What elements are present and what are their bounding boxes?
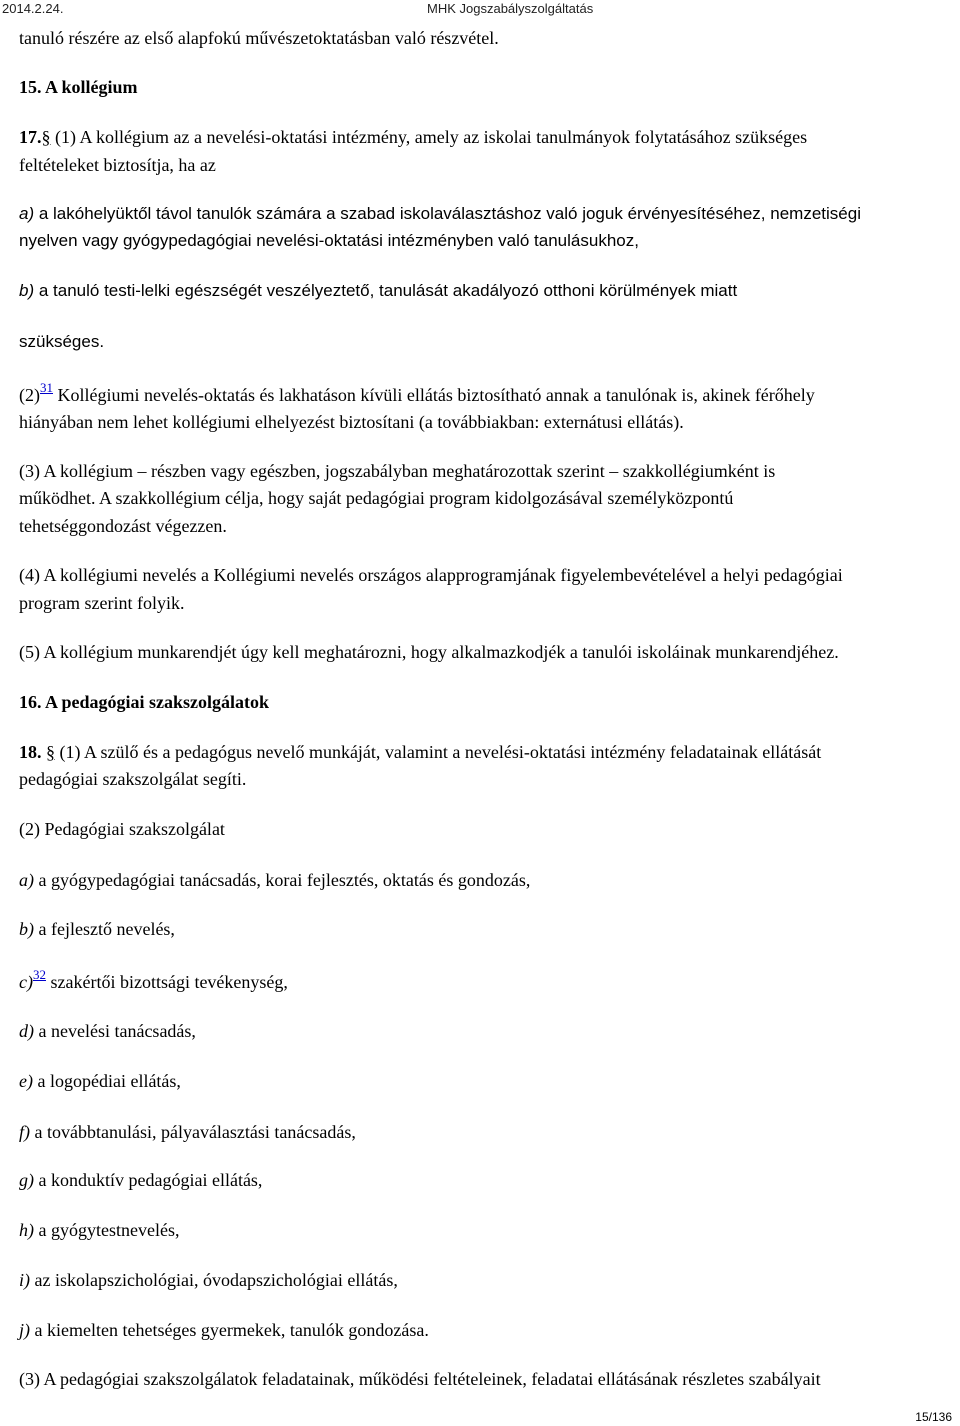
list-item	[19, 1219, 179, 1241]
point-text: a kiemelten tehetséges gyermekek, tanulók gondozása.	[30, 1320, 429, 1340]
list-item	[19, 1319, 429, 1341]
page-number: 15/136	[915, 1410, 952, 1424]
paragraph-text: (4) A kollégiumi nevelés a Kollégiumi nevelés országos alapprogramjának figyelembevételével a helyi pedagógiai	[19, 565, 843, 585]
point-text: szakértői bizottsági tevékenység,	[45, 972, 288, 992]
point-label: f)	[19, 1122, 30, 1142]
point-text: a gyógypedagógiai tanácsadás, korai fejlesztés, oktatás és gondozás,	[34, 870, 531, 890]
point-label: c)	[19, 972, 33, 992]
paragraph-number: 18.	[19, 742, 42, 762]
footnote-link-32[interactable]: 32	[32, 967, 46, 982]
section-symbol: §	[46, 742, 55, 762]
point-label: j)	[19, 1320, 30, 1340]
point-text: a logopédiai ellátás,	[32, 1071, 181, 1091]
paragraph-text: program szerint folyik.	[19, 593, 185, 613]
point-label: e)	[19, 1071, 33, 1091]
point-text: a lakóhelyüktől távol tanulók számára a szabad iskolaválasztáshoz való joguk érvényesítéséhez, nemzetiségi	[34, 204, 861, 223]
paragraph-text: (2) Pedagógiai szakszolgálat	[19, 819, 225, 839]
paragraph-text: tehetséggondozást végezzen.	[19, 516, 227, 536]
paragraph-text: Kollégiumi nevelés-oktatás és lakhatáson kívüli ellátás biztosítható annak a tanulónak is, akinek férőhely	[53, 385, 815, 405]
list-item	[19, 1070, 181, 1092]
list-item	[19, 1121, 356, 1143]
point-label: h)	[19, 1220, 34, 1240]
point-text: a fejlesztő nevelés,	[34, 919, 175, 939]
point-text: a gyógytestnevelés,	[34, 1220, 180, 1240]
list-item	[19, 1269, 398, 1291]
point-text: nyelven vagy gyógypedagógiai nevelési-oktatási intézményben való tanulásukhoz,	[19, 231, 639, 250]
point-label: g)	[19, 1170, 34, 1190]
paragraph-number: 17.	[19, 127, 42, 147]
paragraph-text: (1) A kollégium az a nevelési-oktatási intézmény, amely az iskolai tanulmányok folytatásához szükséges	[50, 127, 808, 147]
section-symbol: §	[41, 127, 51, 147]
point-text: a nevelési tanácsadás,	[34, 1021, 196, 1041]
point-text: az iskolapszichológiai, óvodapszichológiai ellátás,	[30, 1270, 398, 1290]
point-label: a)	[19, 870, 34, 890]
list-item	[19, 869, 530, 891]
paragraph-text: (5) A kollégium munkarendjét úgy kell meghatározni, hogy alkalmazkodjék a tanulói iskoláinak munkarendjéhez.	[19, 642, 839, 662]
text-line: tanuló részére az első alapfokú művészetoktatásban való részvétel.	[19, 28, 499, 48]
text-line: szükséges.	[19, 332, 105, 351]
print-date: 2014.2.24.	[2, 1, 64, 16]
list-item	[19, 967, 288, 993]
paragraph-17-line	[19, 126, 807, 148]
paragraph-text: (1) A szülő és a pedagógus nevelő munkáját, valamint a nevelési-oktatási intézmény feladatainak ellátását	[55, 742, 822, 762]
point-b-line	[19, 280, 737, 302]
list-item	[19, 1169, 262, 1191]
list-item	[19, 918, 175, 940]
point-text: a tanuló testi-lelki egészségét veszélyeztető, tanulását akadályozó otthoni körülmények miatt	[34, 281, 738, 300]
section-heading-15: 15. A kollégium	[19, 77, 138, 97]
paragraph-label: (2)	[19, 385, 40, 405]
paragraph-18-line	[19, 741, 821, 763]
paragraph-text: pedagógiai szakszolgálat segíti.	[19, 769, 247, 789]
paragraph-text: hiányában nem lehet kollégiumi elhelyezést biztosítani (a továbbiakban: externátusi ellátás).	[19, 412, 684, 432]
paragraph-text: (3) A pedagógiai szakszolgálatok feladatainak, működési feltételeinek, feladatai ellátásának részletes szabályait	[19, 1369, 821, 1389]
point-label: b)	[19, 281, 35, 300]
point-label: i)	[19, 1270, 30, 1290]
point-label: b)	[19, 919, 34, 939]
print-title: MHK Jogszabályszolgáltatás	[427, 1, 594, 16]
section-heading-16: 16. A pedagógiai szakszolgálatok	[19, 692, 270, 712]
point-text: a konduktív pedagógiai ellátás,	[34, 1170, 263, 1190]
point-a-line	[19, 203, 861, 225]
point-text: a továbbtanulási, pályaválasztási tanácsadás,	[30, 1122, 356, 1142]
footnote-link-31[interactable]: 31	[40, 380, 53, 395]
paragraph-text: feltételeket biztosítja, ha az	[19, 155, 216, 175]
list-item	[19, 1020, 196, 1042]
paragraph-2-line	[19, 380, 815, 406]
point-label: d)	[19, 1021, 34, 1041]
point-label: a)	[19, 204, 35, 223]
paragraph-text: működhet. A szakkollégium célja, hogy saját pedagógiai program kidolgozásával személyközpontú	[19, 488, 734, 508]
paragraph-text: (3) A kollégium – részben vagy egészben, jogszabályban meghatározottak szerint – szakkollégiumként is	[19, 461, 776, 481]
